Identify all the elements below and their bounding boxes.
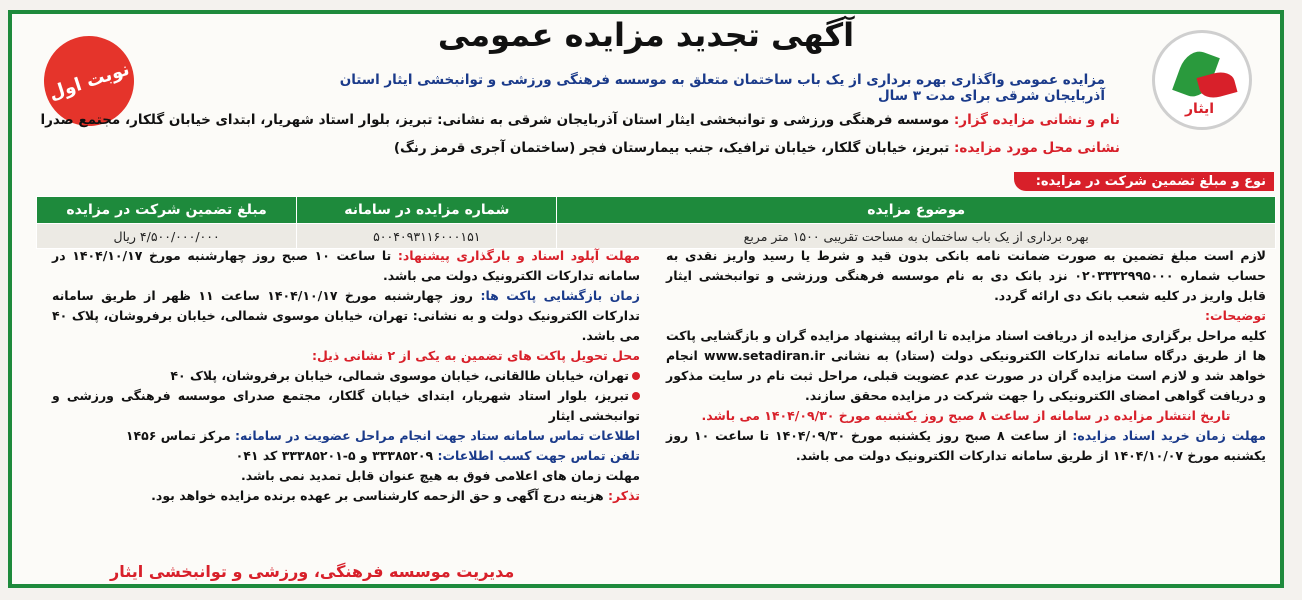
page-title: آگهی تجدید مزایده عمومی xyxy=(437,16,855,54)
section-tag: نوع و مبلغ تضمین شرکت در مزایده: xyxy=(1014,172,1274,191)
header-guarantee: مبلغ تضمین شرکت در مزایده xyxy=(37,197,297,224)
open-label: زمان بازگشایی پاکت ها: xyxy=(480,288,640,303)
bullet-icon xyxy=(632,392,640,400)
badge-text: نوبت اول xyxy=(46,58,132,104)
advertisement-frame xyxy=(8,10,1284,588)
address-1: تهران، خیابان طالقانی، خیابان موسوی شمالی، خیابان برفروشان، پلاک ۴۰ xyxy=(170,368,629,383)
logo-word: ایثار xyxy=(1185,101,1215,117)
location-label: نشانی محل مورد مزایده: xyxy=(954,140,1120,156)
bullet-icon xyxy=(632,372,640,380)
open-text: روز چهارشنبه مورخ ۱۴۰۴/۱۰/۱۷ ساعت ۱۱ ظهر از طریق سامانه تدارکات الکترونیک دولت و به نشانی: تهران، خیابان موسوی شمالی، خیابان برفروشان، پلاک ۴۰ می باشد. xyxy=(52,288,640,343)
footer-signature: مدیریت موسسه فرهنگی، ورزشی و توانبخشی ایثار xyxy=(110,562,515,581)
address-2: تبریز، بلوار استاد شهریار، ابتدای خیابان گلکار، مجتمع صدرای موسسه فرهنگی ورزشی و توانبخشی ایثار xyxy=(52,388,640,423)
deadline-note: مهلت زمان های اعلامی فوق به هیچ عنوان قابل تمدید نمی باشد. xyxy=(241,468,640,483)
cell-guarantee: ۴/۵۰۰/۰۰۰/۰۰۰ ریال xyxy=(37,224,297,249)
table-row xyxy=(37,224,1276,249)
remind-text: هزینه درج آگهی و حق الزحمه کارشناسی بر عهده برنده مزایده خواهد بود. xyxy=(151,488,604,503)
notes-paragraph: کلیه مراحل برگزاری مزایده از دریافت اسناد مزایده تا ارائه پیشنهاد مزایده گران و بازگشایی پاکت ها از طریق درگاه سامانه تدارکات الکترونیکی دولت (ستاد) به نشانی www.setadiran.ir انجام خواهد شد و لازم است مزایده گران در صورت عدم عضویت قبلی، مراحل ثبت نام در سایت مذکور و دریافت گواهی امضای الکترونیکی را جهت شرکت در مزایده محقق سازند. xyxy=(666,328,1266,403)
header-number: شماره مزایده در سامانه xyxy=(297,197,557,224)
auction-table xyxy=(36,196,1276,249)
header-subject: موضوع مزایده xyxy=(557,197,1276,224)
upload-text: تا ساعت ۱۰ صبح روز چهارشنبه مورخ ۱۴۰۴/۱۰/۱۷ در سامانه تدارکات الکترونیک دولت می باشد. xyxy=(52,248,640,283)
subtitle: مزایده عمومی واگذاری بهره برداری از یک باب ساختمان متعلق به موسسه فرهنگی ورزشی و توانبخشی ایثار استان آذربایجان شرقی برای مدت ۳ سال xyxy=(339,72,1105,104)
location-line xyxy=(394,140,1120,156)
organizer-label: نام و نشانی مزایده گزار: xyxy=(953,112,1120,128)
organizer-text: موسسه فرهنگی ورزشی و توانبخشی ایثار استان آذربایجان شرقی به نشانی: تبریز، بلوار استاد شهریار، ابتدای خیابان گلکار، مجتمع صدرا xyxy=(40,112,950,128)
upload-label: مهلت آپلود اسناد و بارگذاری پیشنهاد: xyxy=(397,248,640,263)
contact-text: مرکز تماس ۱۴۵۶ xyxy=(125,428,231,443)
phone-text: ۳۳۳۸۵۲۰۹ و ۵-۳۳۳۸۵۲۰۱ کد ۰۴۱ xyxy=(235,448,434,463)
location-text: تبریز، خیابان گلکار، خیابان ترافیک، جنب بیمارستان فجر (ساختمان آجری قرمز رنگ) xyxy=(393,140,950,156)
remind-label: تذکر: xyxy=(608,488,640,503)
guarantee-paragraph: لازم است مبلغ تضمین به صورت ضمانت نامه بانکی بدون قید و شرط یا رسید واریز نقدی به حساب شماره ۰۲۰۳۳۳۲۹۹۵۰۰۰ نزد بانک دی به نام موسسه فرهنگی ورزشی و توانبخشی ایثار قابل واریز در کلیه شعب بانک دی ارائه گردد. xyxy=(666,248,1266,303)
cell-number: ۵۰۰۴۰۹۳۱۱۶۰۰۰۱۵۱ xyxy=(297,224,557,249)
purchase-label: مهلت زمان خرید اسناد مزایده: xyxy=(1072,428,1266,443)
right-column xyxy=(666,246,1266,466)
contact-label: اطلاعات تماس سامانه ستاد جهت انجام مراحل عضویت در سامانه: xyxy=(235,428,640,443)
notes-label: توضیحات: xyxy=(1205,308,1266,323)
cell-subject: بهره برداری از یک باب ساختمان به مساحت تقریبی ۱۵۰۰ متر مربع xyxy=(557,224,1276,249)
purchase-text: از ساعت ۸ صبح روز یکشنبه مورخ ۱۴۰۴/۰۹/۳۰ تا ساعت ۱۰ روز یکشنبه مورخ ۱۴۰۴/۱۰/۰۷ از طریق سامانه تدارکات الکترونیک دولت می باشد. xyxy=(666,428,1266,463)
publish-date: تاریخ انتشار مزایده در سامانه از ساعت ۸ صبح روز یکشنبه مورخ ۱۴۰۴/۰۹/۳۰ می باشد. xyxy=(701,408,1231,423)
deliver-label: محل تحویل پاکت های تضمین به یکی از ۲ نشانی ذیل: xyxy=(312,348,640,363)
organizer-line xyxy=(40,112,1120,128)
phone-label: تلفن تماس جهت کسب اطلاعات: xyxy=(437,448,640,463)
left-column xyxy=(52,246,640,506)
